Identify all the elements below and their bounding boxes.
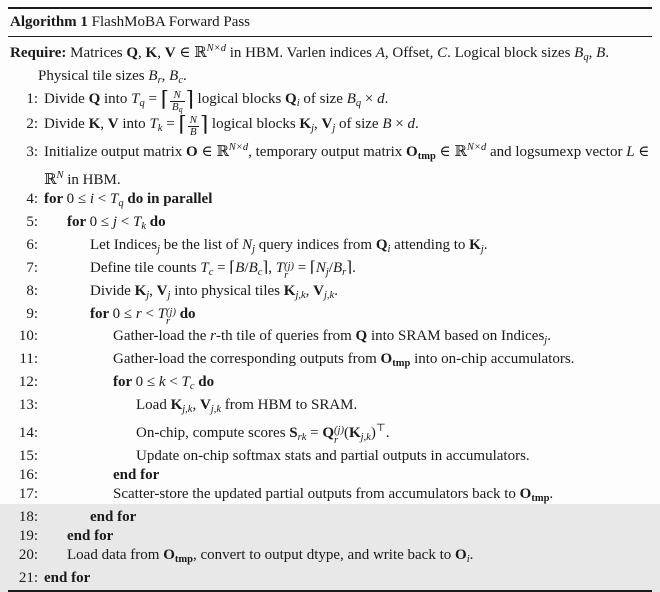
algorithm-lines: [8, 87, 652, 588]
text-run: do: [146, 214, 166, 230]
subscript: j,k: [295, 290, 306, 301]
text-run: K: [283, 283, 296, 299]
text-run: B: [332, 260, 343, 276]
line-text: [44, 546, 652, 569]
text-run: 0 ≤: [112, 306, 136, 322]
line-text: [44, 527, 652, 546]
text-run: into: [100, 91, 132, 107]
algorithm-line-10: [8, 327, 652, 350]
line-number: 19:: [18, 527, 38, 544]
text-run: into on-chip accumulators.: [410, 350, 575, 367]
text-run: V: [107, 116, 119, 132]
text-run: and logsumexp vector: [486, 144, 627, 160]
superscript: N×d: [228, 142, 249, 153]
subscript: j: [544, 334, 548, 346]
text-run: ,: [588, 45, 597, 61]
line-text: [44, 447, 652, 466]
subscript: k: [157, 123, 163, 134]
subscript: j: [480, 244, 484, 255]
text-run: of size: [335, 116, 383, 132]
text-run: K: [88, 116, 101, 132]
text-run: r: [135, 306, 142, 322]
text-run: S: [289, 424, 298, 441]
line-number: 15:: [18, 447, 38, 464]
subscript: c: [257, 267, 263, 278]
line-number: 6:: [26, 237, 38, 253]
text-run: Q: [322, 424, 335, 441]
text-run: O: [380, 350, 393, 367]
text-run: ,: [138, 45, 146, 61]
subscript: i: [466, 553, 470, 565]
text-run: =: [144, 91, 161, 107]
fraction-denominator-subscript: q: [178, 105, 183, 114]
text-run: . Physical tile sizes: [38, 45, 609, 84]
text-run: Load: [136, 396, 171, 413]
text-run: O: [186, 144, 198, 160]
text-run: in HBM.: [63, 172, 121, 188]
text-run: end for: [113, 466, 160, 483]
line-text: [44, 282, 652, 305]
text-run: L: [626, 144, 635, 160]
text-run: V: [313, 283, 324, 299]
algorithm-label: Algorithm 1: [10, 14, 88, 30]
text-run: Require:: [10, 45, 71, 61]
subscript: q: [583, 52, 589, 63]
text-run: r: [210, 327, 216, 344]
text-run: 0 ≤: [135, 373, 159, 390]
text-run: j: [112, 214, 118, 230]
line-text: [44, 569, 652, 588]
text-run: B: [235, 260, 245, 276]
text-run: T: [181, 373, 190, 390]
algorithm-line-4: [8, 190, 652, 213]
text-run: B: [382, 116, 392, 132]
text-run: ,: [100, 116, 108, 132]
line-number: 13:: [18, 396, 38, 413]
text-run: .: [385, 424, 390, 441]
ceiling-bracket: ⌉: [199, 112, 209, 136]
text-run: .: [547, 327, 551, 344]
text-run: -th tile of queries from: [216, 327, 356, 344]
text-run: in HBM. Varlen indices: [225, 45, 376, 61]
subscript: j,k: [182, 403, 193, 415]
algorithm-line-3: [8, 138, 652, 190]
subscript: j: [167, 290, 171, 301]
text-run: .: [384, 91, 389, 107]
text-run: Load data from: [67, 546, 164, 563]
line-text: [44, 236, 652, 259]
text-run: ,: [149, 283, 157, 299]
text-run: ,: [192, 396, 200, 413]
subscript: r: [157, 75, 162, 86]
text-run: B: [248, 260, 258, 276]
fraction-numerator: N: [189, 114, 197, 126]
text-run: Divide: [44, 91, 89, 107]
algorithm-line-11: [8, 350, 652, 373]
text-run: A: [375, 45, 385, 61]
line-number: 21:: [18, 569, 38, 586]
fraction-denominator: Bq: [171, 101, 183, 114]
text-run: Divide: [90, 283, 135, 299]
text-run: into physical tiles: [170, 283, 284, 299]
subscript: c: [208, 267, 214, 278]
text-run: for: [67, 214, 90, 230]
text-run: V: [156, 283, 168, 299]
text-run: Q: [126, 45, 139, 61]
subscript: r: [284, 270, 289, 281]
subscript: j: [311, 123, 314, 134]
text-run: ×: [361, 91, 378, 107]
line-number: 3:: [26, 144, 38, 160]
text-run: 0 ≤: [89, 214, 113, 230]
fraction: [187, 115, 200, 138]
text-run: B: [346, 91, 356, 107]
text-run: T: [149, 116, 158, 132]
text-run: K: [348, 424, 361, 441]
text-run: B: [148, 68, 158, 84]
algorithm-line-12: [8, 373, 652, 396]
text-run: ): [370, 424, 376, 441]
line-text: [44, 350, 652, 373]
text-run: Gather-load the: [113, 327, 211, 344]
text-run: Q: [375, 237, 388, 253]
subscript: c: [178, 75, 184, 86]
subscript: j: [146, 290, 150, 301]
text-run: Define tile counts: [90, 260, 201, 276]
text-run: Matrices: [70, 45, 127, 61]
line-number: 7:: [26, 260, 38, 276]
text-run: V: [164, 45, 176, 61]
subscript: j,k: [323, 290, 335, 301]
algorithm-line-13: [8, 396, 652, 419]
text-run: Gather-load the corresponding outputs from: [113, 350, 381, 367]
line-number: 5:: [26, 214, 38, 230]
text-run: for: [90, 306, 113, 322]
text-run: ,: [305, 283, 314, 299]
text-run: ∈ ℝ: [197, 144, 229, 160]
superscript: ⊤: [375, 422, 386, 434]
algorithm-name: FlashMoBA Forward Pass: [87, 14, 251, 30]
line-number: 20:: [18, 546, 38, 563]
line-text: [44, 259, 652, 282]
algorithm-line-6: [8, 236, 652, 259]
text-run: of size: [299, 91, 347, 107]
text-run: do: [175, 306, 196, 322]
line-text: [44, 138, 652, 190]
line-text: [44, 327, 652, 350]
text-run: , temporary output matrix: [248, 144, 407, 160]
line-text: [44, 213, 652, 236]
text-run: Initialize output matrix: [44, 144, 187, 160]
line-text: [44, 485, 652, 508]
text-run: Update on-chip softmax stats and partial outputs in accumulators.: [136, 447, 530, 464]
text-run: C: [437, 45, 448, 61]
text-run: K: [299, 116, 312, 132]
text-run: <: [165, 373, 182, 390]
superscript: (j): [334, 425, 344, 436]
line-number: 11:: [19, 350, 38, 367]
line-text: [44, 112, 652, 138]
text-run: attending to: [390, 237, 470, 253]
fraction-numerator: N: [173, 89, 181, 101]
line-number: 14:: [18, 424, 38, 441]
superscript: N: [56, 170, 64, 181]
text-run: into SRAM based on Indices: [367, 327, 545, 344]
algorithm-body: [8, 37, 652, 588]
line-number: 17:: [18, 485, 38, 502]
subscript: tmp: [392, 357, 411, 369]
algorithm-line-17: [8, 485, 652, 508]
line-text: [44, 190, 652, 213]
subscript: j,k: [210, 403, 221, 415]
superscript: N×d: [466, 142, 487, 153]
text-run: ∈ ℝ: [435, 144, 467, 160]
line-number: 16:: [18, 466, 38, 483]
line-number: 8:: [26, 283, 38, 299]
algorithm-line-21: [8, 569, 652, 588]
text-run: T: [200, 260, 209, 276]
text-run: ∈ ℝ: [44, 144, 650, 188]
line-number: 2:: [26, 116, 38, 132]
text-run: <: [141, 306, 158, 322]
text-run: Q: [285, 91, 297, 107]
line-number: 1:: [26, 91, 38, 107]
text-run: d: [407, 116, 415, 132]
subscript: tmp: [417, 151, 436, 162]
subscript: j: [325, 267, 329, 278]
text-run: .: [469, 546, 474, 563]
text-run: .: [414, 116, 419, 132]
text-run: for: [44, 191, 67, 207]
algorithm-line-16: [8, 466, 652, 485]
algorithm-line-5: [8, 213, 652, 236]
text-run: ⌉.: [346, 260, 356, 276]
line-number: 18:: [18, 508, 38, 525]
text-run: T: [275, 260, 285, 276]
text-run: for: [113, 373, 136, 390]
text-run: O: [406, 144, 418, 160]
algorithm-line-8: [8, 282, 652, 305]
subscript: c: [189, 380, 195, 392]
text-run: ×: [391, 116, 408, 132]
text-run: K: [145, 45, 158, 61]
text-run: O: [163, 546, 175, 563]
sup-sub: [166, 308, 176, 327]
line-number: 10:: [18, 327, 38, 344]
text-run: V: [199, 396, 211, 413]
text-run: i: [89, 191, 95, 207]
subscript: q: [139, 98, 145, 109]
text-run: d: [377, 91, 385, 107]
text-run: (: [343, 424, 349, 441]
text-run: =: [306, 424, 323, 441]
text-run: K: [170, 396, 183, 413]
line-text: [44, 373, 652, 396]
subscript: tmp: [531, 492, 550, 504]
line-text: [44, 419, 652, 447]
text-run: .: [183, 68, 187, 84]
text-run: Q: [355, 327, 368, 344]
algorithm-line-19: [8, 527, 652, 546]
subscript: tmp: [174, 553, 193, 565]
text-run: <: [94, 191, 111, 207]
fraction-denominator: B: [188, 126, 199, 138]
text-run: K: [469, 237, 481, 253]
text-run: be the list of: [159, 237, 243, 253]
text-run: = ⌈: [294, 260, 316, 276]
text-run: On-chip, compute scores: [136, 424, 290, 441]
line-text: [44, 87, 652, 115]
require-line: [8, 39, 652, 90]
ceiling-bracket: ⌈: [178, 112, 187, 136]
text-run: Let Indices: [90, 237, 158, 253]
text-run: ,: [157, 45, 165, 61]
line-number: 9:: [26, 306, 38, 322]
subscript: i: [387, 244, 391, 255]
text-run: , Offset,: [384, 45, 438, 61]
subscript: j,k: [360, 431, 371, 443]
text-run: .: [334, 283, 338, 299]
text-run: /: [328, 260, 333, 276]
superscript: N×d: [206, 43, 226, 54]
text-run: into: [118, 116, 150, 132]
text-run: . Logical block sizes: [447, 45, 575, 61]
subscript: r: [166, 316, 171, 327]
text-run: B: [596, 45, 606, 61]
text-run: Q: [88, 91, 101, 107]
ceiling-bracket: ⌈: [160, 87, 169, 111]
text-run: end for: [44, 569, 91, 586]
line-text: [44, 305, 652, 327]
text-run: T: [157, 306, 167, 322]
text-run: N: [315, 260, 326, 276]
text-run: do in parallel: [123, 191, 213, 207]
text-run: B: [169, 68, 179, 84]
subscript: j: [332, 123, 336, 134]
subscript: r: [334, 434, 339, 446]
text-run: ,: [161, 68, 170, 84]
algorithm-line-20: [8, 546, 652, 569]
text-run: Scatter-store the updated partial outputs from accumulators back to: [113, 485, 520, 502]
ceiling-bracket: ⌉: [185, 87, 194, 111]
text-run: .: [483, 237, 488, 253]
text-run: O: [519, 485, 532, 502]
text-run: ∈ ℝ: [175, 45, 207, 61]
text-run: query indices from: [255, 237, 376, 253]
algorithm-line-18: [8, 508, 652, 527]
subscript: q: [118, 198, 124, 209]
text-run: = ⌈: [213, 260, 236, 276]
text-run: N: [242, 237, 253, 253]
sup-sub: [284, 262, 294, 281]
subscript: i: [296, 98, 300, 109]
text-run: <: [117, 214, 134, 230]
text-run: .: [549, 485, 554, 502]
text-run: do: [194, 373, 215, 390]
algorithm-line-14: [8, 419, 652, 447]
algorithm-title: [8, 9, 652, 36]
line-number: 12:: [18, 373, 38, 390]
subscript: j: [252, 244, 255, 255]
text-run: , convert to output dtype, and write back to: [192, 546, 456, 563]
text-run: /: [244, 260, 249, 276]
algorithm-line-2: [8, 112, 652, 138]
horizontal-rule-bottom: [8, 590, 652, 592]
text-run: B: [574, 45, 584, 61]
subscript: j: [157, 244, 160, 255]
algorithm-line-9: [8, 305, 652, 327]
text-run: logical blocks: [208, 116, 300, 132]
text-run: end for: [67, 527, 114, 544]
line-number: 4:: [26, 191, 38, 207]
text-run: 0 ≤: [66, 191, 90, 207]
sup-sub: [334, 426, 344, 445]
text-run: T: [110, 191, 119, 207]
subscript: q: [355, 98, 362, 109]
text-run: K: [134, 283, 147, 299]
text-run: =: [162, 116, 179, 132]
superscript: (j): [284, 260, 295, 272]
text-run: O: [455, 546, 467, 563]
line-text: [44, 466, 652, 485]
subscript: rk: [297, 431, 307, 443]
subscript: k: [141, 221, 147, 232]
superscript: (j): [166, 306, 176, 318]
algorithm-line-1: [8, 87, 652, 115]
text-run: logical blocks: [193, 91, 286, 107]
text-run: end for: [90, 508, 137, 525]
text-run: T: [131, 91, 140, 107]
text-run: k: [158, 373, 166, 390]
text-run: ,: [314, 116, 322, 132]
text-run: T: [133, 214, 142, 230]
text-run: from HBM to SRAM.: [221, 396, 358, 413]
line-text: [44, 396, 652, 419]
text-run: Divide: [44, 116, 89, 132]
subscript: r: [342, 267, 347, 278]
algorithm-line-7: [8, 259, 652, 282]
algorithm-line-15: [8, 447, 652, 466]
text-run: V: [321, 116, 333, 132]
line-text: [44, 508, 652, 527]
text-run: ⌉,: [262, 260, 276, 276]
